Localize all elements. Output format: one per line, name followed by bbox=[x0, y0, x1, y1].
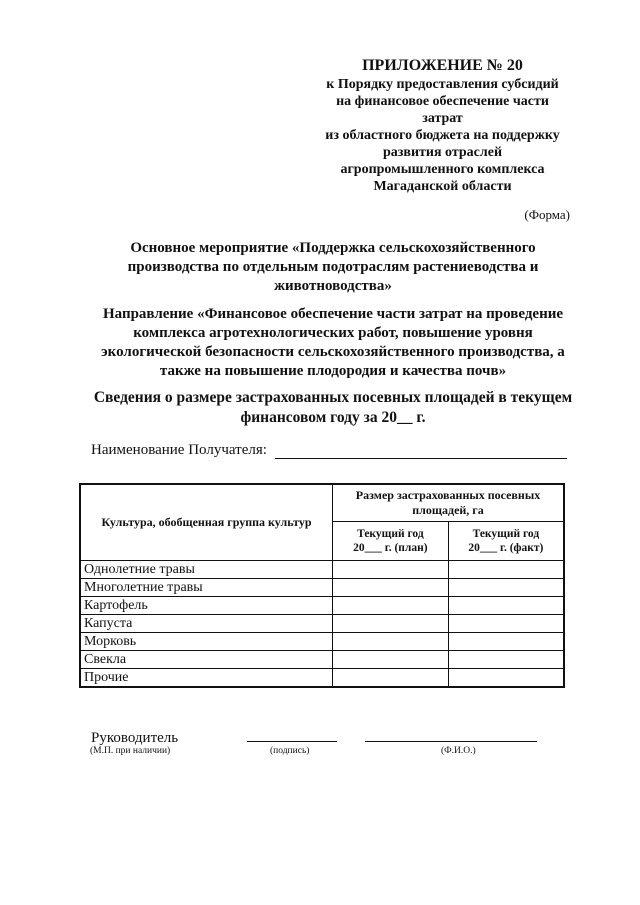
plan-cell[interactable] bbox=[333, 669, 449, 688]
appendix-line: из областного бюджета на поддержку bbox=[325, 128, 560, 143]
stamp-note: (М.П. при наличии) bbox=[90, 746, 171, 756]
header-plan-line2: 20___ г. (план) bbox=[353, 541, 428, 554]
appendix-line: затрат bbox=[422, 111, 463, 126]
signature-caption: (подпись) bbox=[270, 746, 310, 756]
header-fact-line1: Текущий год bbox=[472, 527, 540, 540]
plan-cell[interactable] bbox=[333, 579, 449, 597]
crop-name: Морковь bbox=[80, 633, 333, 651]
crop-name: Однолетние травы bbox=[80, 561, 333, 579]
appendix-line: развития отраслей bbox=[382, 145, 503, 160]
head-label: Руководитель bbox=[91, 730, 179, 746]
full-name-caption: (Ф.И.О.) bbox=[441, 746, 476, 756]
plan-cell[interactable] bbox=[333, 597, 449, 615]
appendix-line: на финансовое обеспечение части bbox=[336, 94, 549, 109]
header-fact bbox=[448, 521, 564, 560]
plan-cell[interactable] bbox=[333, 615, 449, 633]
table-row bbox=[80, 615, 564, 633]
recipient-field bbox=[91, 442, 567, 459]
table-row bbox=[80, 597, 564, 615]
direction-title: Направление «Финансовое обеспечение части затрат на проведение комплекса агротехнологических работ, повышение уровня экологической безопасности сельскохозяйственного производства, а также на повышение плодородия и качества почв» bbox=[101, 306, 565, 379]
fact-cell[interactable] bbox=[448, 615, 564, 633]
table-row bbox=[80, 669, 564, 688]
crop-name: Капуста bbox=[80, 615, 333, 633]
crop-name: Многолетние травы bbox=[80, 579, 333, 597]
table-row bbox=[80, 651, 564, 669]
appendix-header bbox=[300, 56, 585, 195]
table-row bbox=[80, 633, 564, 651]
table-row bbox=[80, 561, 564, 579]
header-plan bbox=[333, 521, 449, 560]
crop-name: Картофель bbox=[80, 597, 333, 615]
info-title: Сведения о размере застрахованных посевных площадей в текущем финансовом году за 20__ г. bbox=[93, 389, 573, 426]
fact-cell[interactable] bbox=[448, 597, 564, 615]
main-event-title: Основное мероприятие «Поддержка сельскохозяйственного производства по отдельным подотраслям растениеводства и животноводства» bbox=[127, 240, 539, 294]
recipient-input-line[interactable] bbox=[275, 444, 567, 459]
fact-cell[interactable] bbox=[448, 579, 564, 597]
recipient-label: Наименование Получателя: bbox=[91, 442, 267, 458]
appendix-line: к Порядку предоставления субсидий bbox=[326, 77, 559, 92]
plan-cell[interactable] bbox=[333, 561, 449, 579]
insured-area-table bbox=[79, 483, 565, 688]
form-label: (Форма) bbox=[524, 207, 570, 222]
plan-cell[interactable] bbox=[333, 651, 449, 669]
header-plan-line1: Текущий год bbox=[357, 527, 424, 540]
appendix-line: агропромышленного комплекса bbox=[340, 162, 545, 177]
crop-name: Прочие bbox=[80, 669, 333, 688]
appendix-title: ПРИЛОЖЕНИЕ № 20 bbox=[362, 57, 523, 74]
signature-line[interactable] bbox=[247, 741, 337, 742]
fact-cell[interactable] bbox=[448, 633, 564, 651]
header-crop: Культура, обобщенная группа культур bbox=[80, 484, 333, 561]
fact-cell[interactable] bbox=[448, 651, 564, 669]
fact-cell[interactable] bbox=[448, 669, 564, 688]
fact-cell[interactable] bbox=[448, 561, 564, 579]
plan-cell[interactable] bbox=[333, 633, 449, 651]
table-row bbox=[80, 579, 564, 597]
header-fact-line2: 20___ г. (факт) bbox=[468, 541, 544, 554]
header-area-group: Размер застрахованных посевных площадей, га bbox=[333, 484, 565, 521]
full-name-line[interactable] bbox=[365, 741, 537, 742]
crop-name: Свекла bbox=[80, 651, 333, 669]
appendix-line: Магаданской области bbox=[373, 179, 512, 194]
